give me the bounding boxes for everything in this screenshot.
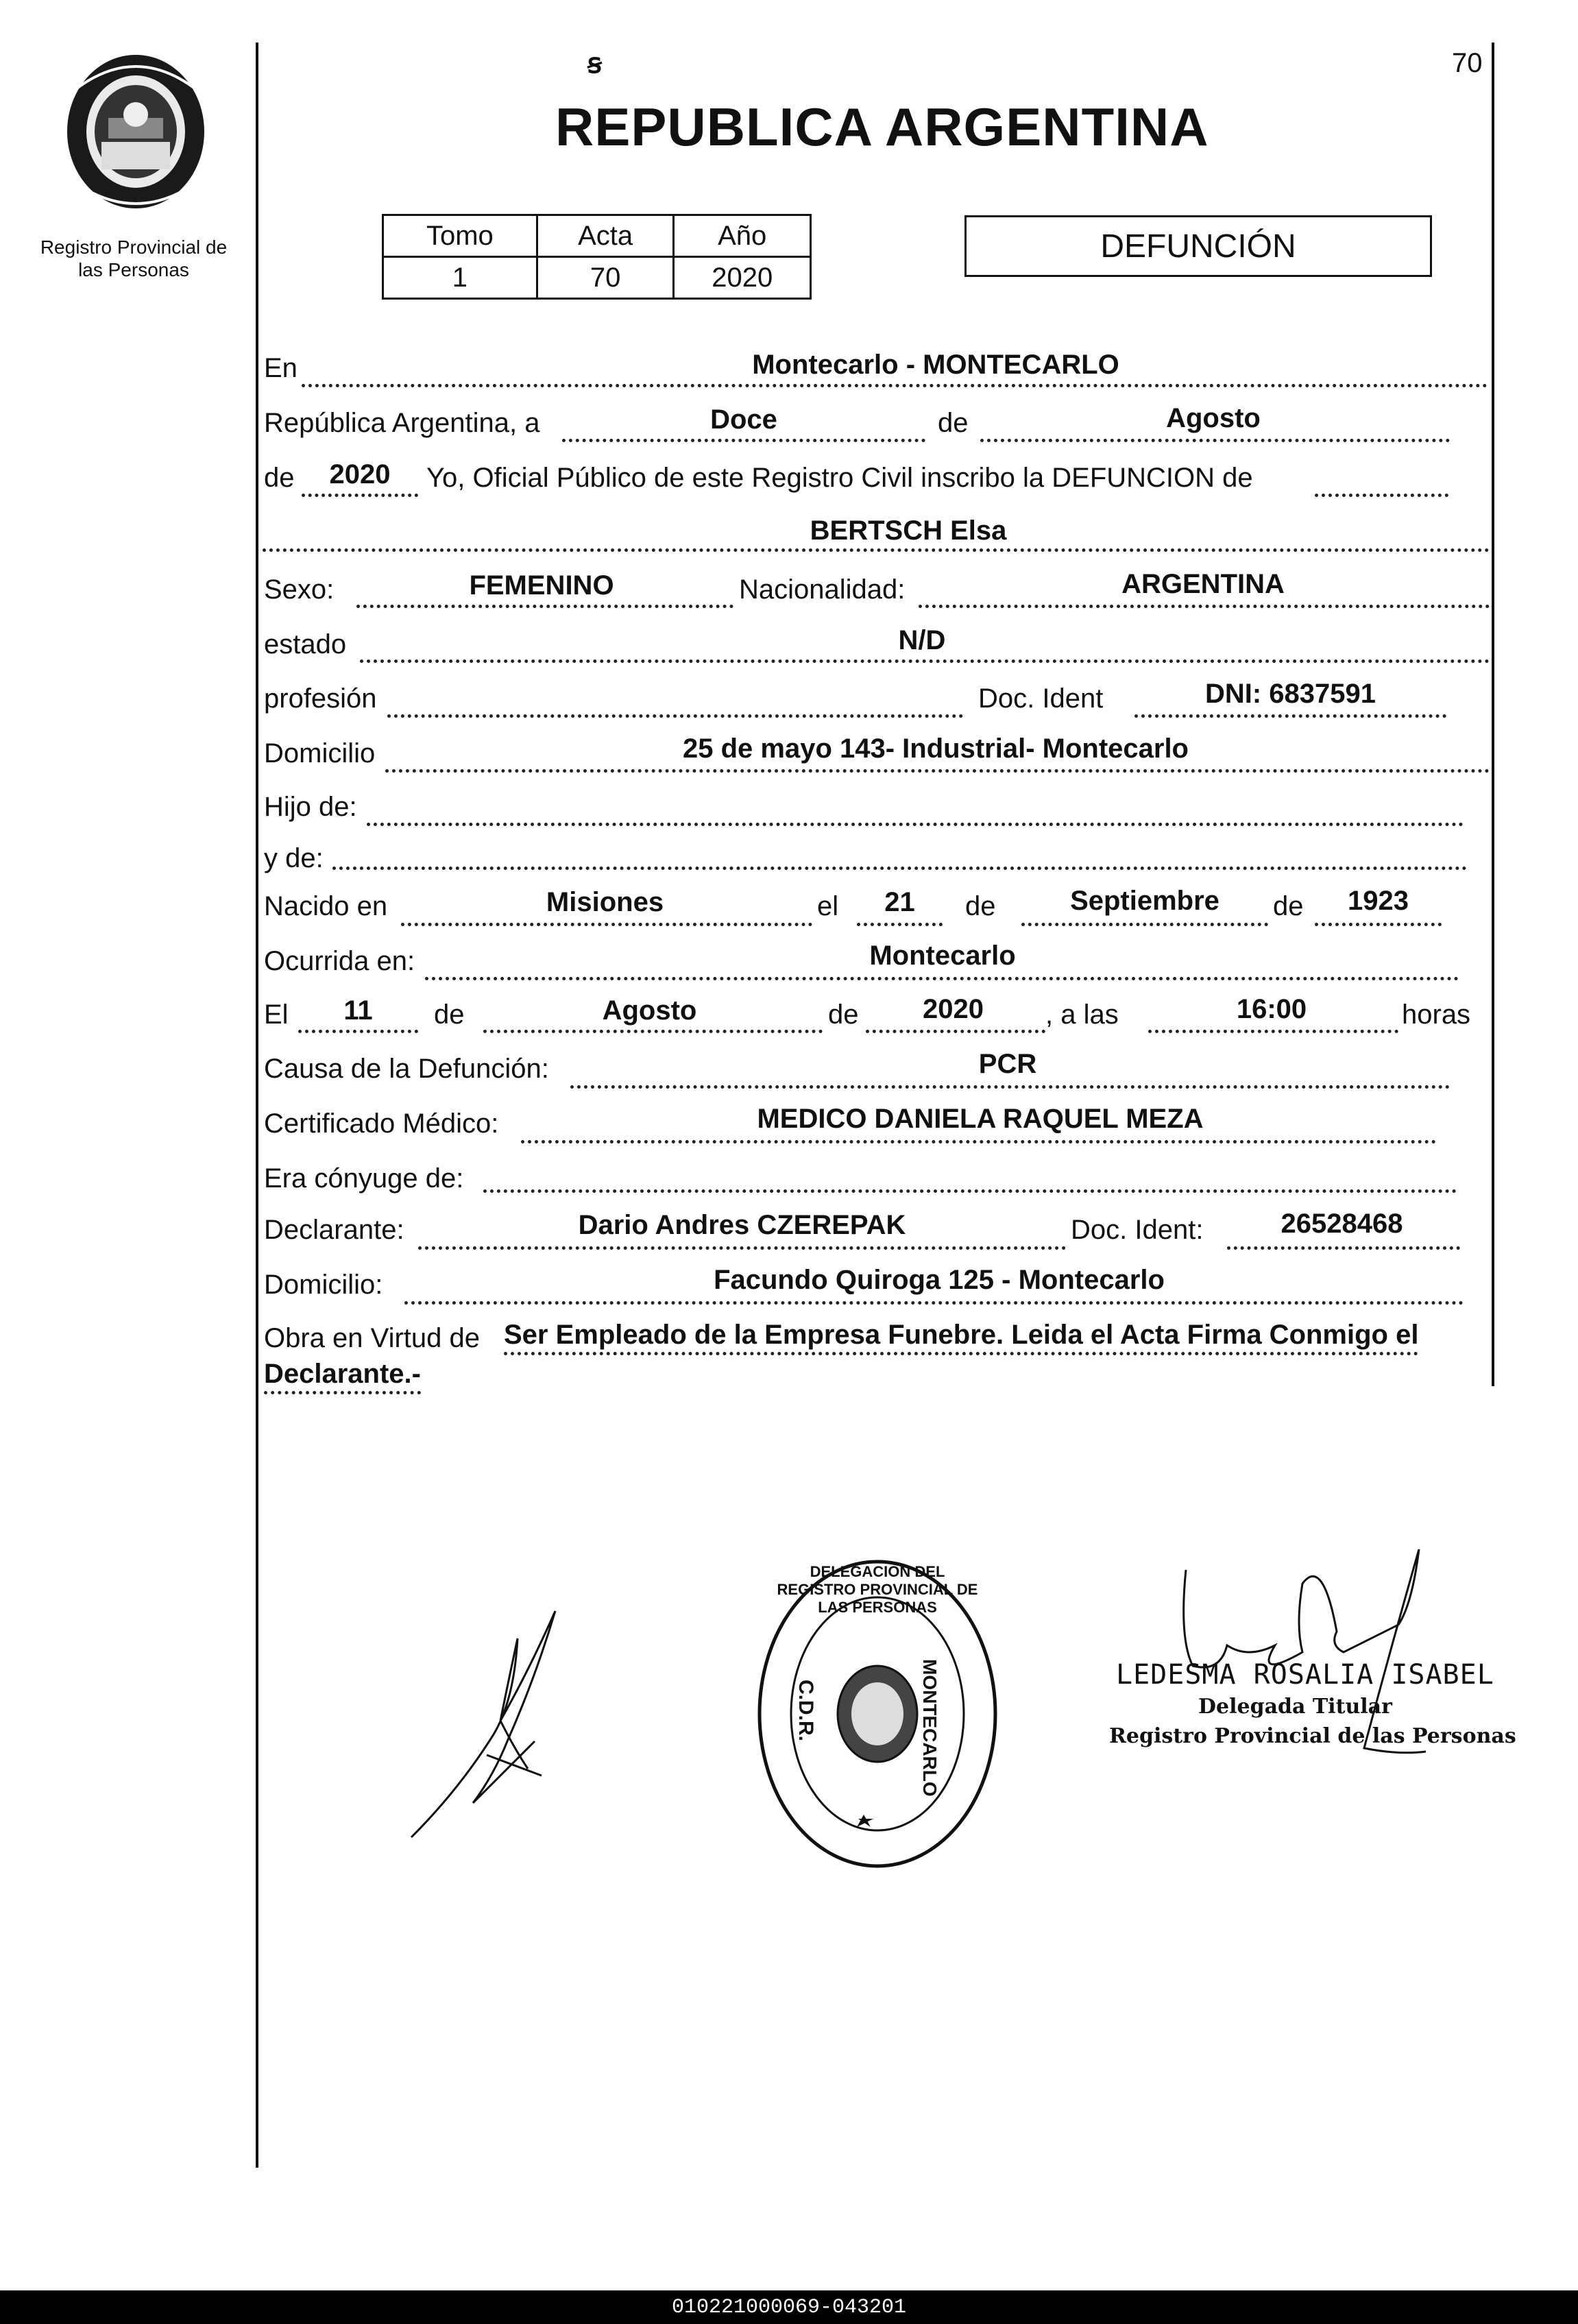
header-tomo: Tomo — [383, 215, 537, 257]
registry-stamp — [754, 1556, 1001, 1872]
value-anio: 2020 — [674, 257, 811, 299]
birth-month: Septiembre — [1070, 886, 1219, 916]
hijo-dotted-line — [367, 823, 1464, 826]
obra-value-line1: Ser Empleado de la Empresa Funebre. Leida el Acta Firma Conmigo el — [504, 1320, 1418, 1355]
ink-mark: ꞩ — [587, 49, 602, 79]
year-dotted-line — [302, 494, 418, 497]
estado-dotted-line — [360, 659, 1490, 663]
certificado-dotted-line — [521, 1140, 1436, 1143]
value-tomo: 1 — [383, 257, 537, 299]
yde-label: y de: — [264, 843, 324, 873]
nationality-value: ARGENTINA — [1121, 569, 1285, 599]
record-index-header-row — [383, 215, 811, 257]
sex-dotted-line — [356, 605, 733, 608]
day-dotted-line — [562, 439, 925, 442]
estado-label: estado — [264, 629, 347, 659]
death-de-label-1: de — [434, 1000, 465, 1030]
declarante-domicilio-dotted-line — [404, 1301, 1464, 1305]
certificado-label: Certificado Médico: — [264, 1109, 499, 1139]
year-value: 2020 — [329, 459, 391, 489]
statement-dotted-line — [1315, 494, 1448, 497]
conyuge-label: Era cónyuge de: — [264, 1163, 464, 1194]
declarante-doc-label: Doc. Ident: — [1071, 1215, 1204, 1245]
country-title: REPUBLICA ARGENTINA — [555, 97, 1209, 157]
record-index-value-row — [383, 257, 811, 299]
el2-label: El — [264, 1000, 289, 1030]
obra-value-line2: Declarante.- — [264, 1359, 421, 1394]
birth-de-label-1: de — [965, 891, 996, 921]
declarant-signature — [398, 1597, 576, 1851]
republica-label: República Argentina, a — [264, 408, 540, 438]
stamp-ring-text: DELEGACION DEL REGISTRO PROVINCIAL DE LAS PERSONAS — [777, 1563, 978, 1616]
doc-ident-label: Doc. Ident — [978, 683, 1104, 714]
province-seal-logo — [60, 49, 211, 214]
ocurrida-value: Montecarlo — [869, 941, 1016, 971]
el-label: el — [817, 891, 839, 921]
en-value: Montecarlo - MONTECARLO — [752, 350, 1119, 380]
name-dotted-line — [263, 548, 1490, 552]
sex-value: FEMENINO — [469, 570, 614, 601]
year-prefix-label: de — [264, 463, 295, 493]
death-day: 11 — [343, 995, 373, 1026]
birth-de-label-2: de — [1273, 891, 1304, 921]
birth-year: 1923 — [1348, 886, 1409, 916]
nationality-label: Nacionalidad: — [739, 574, 906, 605]
registry-name-line2: las Personas — [78, 259, 189, 280]
yde-dotted-line — [332, 867, 1467, 870]
hijo-label: Hijo de: — [264, 792, 357, 822]
death-year: 2020 — [923, 994, 984, 1024]
month-value: Agosto — [1166, 403, 1261, 433]
declarante-doc-value: 26528468 — [1280, 1209, 1403, 1239]
doc-ident-dotted-line — [1134, 714, 1446, 718]
alas-label: , a las — [1045, 1000, 1119, 1030]
declarante-label: Declarante: — [264, 1215, 404, 1245]
ocurrida-label: Ocurrida en: — [264, 946, 415, 976]
barcode-number: 010221000069-043201 — [671, 2295, 907, 2319]
nationality-dotted-line — [919, 605, 1490, 608]
nacido-dotted-line — [401, 923, 812, 926]
registry-name-line1: Registro Provincial de — [40, 237, 228, 258]
stamp-inner-right: MONTECARLO — [919, 1659, 940, 1797]
record-type-box: DEFUNCIÓN — [964, 215, 1432, 277]
deceased-name: BERTSCH Elsa — [810, 516, 1007, 546]
value-acta: 70 — [537, 257, 674, 299]
causa-dotted-line — [570, 1085, 1450, 1089]
causa-value: PCR — [978, 1049, 1037, 1079]
nacido-value: Misiones — [546, 887, 664, 917]
death-month: Agosto — [602, 995, 697, 1026]
declarante-dotted-line — [418, 1246, 1066, 1250]
de-label-1: de — [938, 408, 969, 438]
official-title: Delegada Titular — [1198, 1695, 1392, 1719]
death-year-dotted-line — [866, 1030, 1045, 1033]
birth-month-dotted-line — [1021, 923, 1268, 926]
certificado-value: MEDICO DANIELA RAQUEL MEZA — [757, 1104, 1204, 1134]
birth-day: 21 — [884, 887, 915, 917]
official-name: LEDESMA ROSALIA ISABEL — [1116, 1659, 1494, 1691]
profesion-dotted-line — [387, 714, 963, 718]
left-margin-line — [256, 43, 258, 2168]
profesion-label: profesión — [264, 683, 377, 714]
footer-bar — [0, 2290, 1578, 2324]
death-time: 16:00 — [1236, 994, 1307, 1024]
estado-value: N/D — [898, 625, 946, 655]
declarante-domicilio-label: Domicilio: — [264, 1270, 383, 1300]
page-number: 70 — [1452, 48, 1483, 78]
conyuge-dotted-line — [483, 1189, 1457, 1193]
en-dotted-line — [302, 384, 1488, 387]
death-time-dotted-line — [1148, 1030, 1398, 1033]
header-acta: Acta — [537, 215, 674, 257]
record-index-table — [382, 214, 812, 300]
death-de-label-2: de — [828, 1000, 859, 1030]
nacido-label: Nacido en — [264, 891, 388, 921]
birth-day-dotted-line — [857, 923, 943, 926]
death-month-dotted-line — [483, 1030, 823, 1033]
statement-text: Yo, Oficial Público de este Registro Civil inscribo la DEFUNCION de — [426, 463, 1253, 493]
declarante-value: Dario Andres CZEREPAK — [578, 1210, 906, 1240]
domicilio-dotted-line — [385, 769, 1490, 773]
death-day-dotted-line — [298, 1030, 418, 1033]
month-dotted-line — [980, 439, 1450, 442]
causa-label: Causa de la Defunción: — [264, 1054, 549, 1084]
declarante-doc-dotted-line — [1227, 1246, 1460, 1250]
birth-year-dotted-line — [1315, 923, 1442, 926]
horas-label: horas — [1402, 1000, 1471, 1030]
domicilio-label: Domicilio — [264, 738, 376, 768]
domicilio-value: 25 de mayo 143- Industrial- Montecarlo — [683, 734, 1189, 764]
stamp-inner-left: C.D.R. — [794, 1680, 817, 1741]
day-words: Doce — [710, 404, 777, 435]
en-label: En — [264, 353, 298, 383]
official-office: Registro Provincial de las Personas — [1109, 1724, 1516, 1748]
doc-ident-value: DNI: 6837591 — [1204, 679, 1376, 709]
sex-label: Sexo: — [264, 574, 335, 605]
header-anio: Año — [674, 215, 811, 257]
declarante-domicilio-value: Facundo Quiroga 125 - Montecarlo — [714, 1265, 1165, 1295]
right-margin-line — [1492, 43, 1494, 1386]
obra-label: Obra en Virtud de — [264, 1323, 481, 1353]
ocurrida-dotted-line — [425, 977, 1459, 980]
